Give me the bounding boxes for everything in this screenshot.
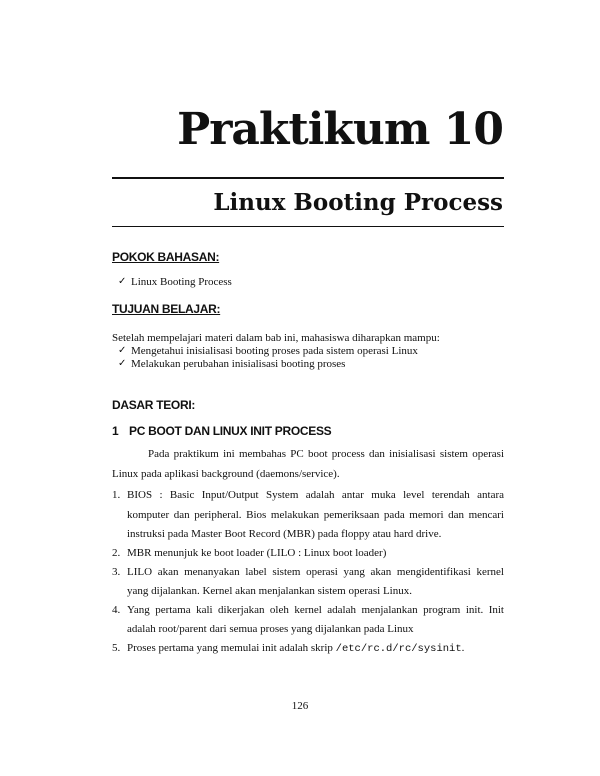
section-number: 1: [112, 424, 119, 438]
list-number: 4.: [112, 604, 121, 616]
section-title: PC BOOT DAN LINUX INIT PROCESS: [129, 424, 332, 438]
list-number: 5.: [112, 642, 121, 654]
tujuan-belajar-item: Melakukan perubahan inisialisasi booting proses: [131, 358, 346, 370]
list-item-line: [127, 638, 504, 659]
list-item-end: .: [461, 642, 465, 654]
pokok-bahasan-heading: POKOK BAHASAN:: [112, 250, 220, 264]
list-item-line: MBR menunjuk ke boot loader (LILO : Linux boot loader): [127, 547, 387, 559]
code-path: /etc/rc.d/rc/sysinit: [335, 643, 462, 655]
title-rule: [112, 177, 504, 179]
list-item-line: Yang pertama kali dikerjakan oleh kernel adalah menjalankan program init. Init: [127, 604, 504, 616]
list-item-line: instruksi pada Master Boot Record (MBR) pada floppy atau hard drive.: [127, 528, 442, 540]
subtitle-rule: [112, 226, 504, 227]
tujuan-belajar-heading: TUJUAN BELAJAR:: [112, 302, 221, 316]
list-number: 2.: [112, 547, 121, 559]
list-item-line: LILO akan menanyakan label sistem operasi yang akan mengidentifikasi kernel: [127, 566, 504, 578]
list-item-line: komputer dan peripheral. Bios melakukan pemeriksaan pada memori dan mencari: [127, 509, 504, 521]
page-number: 126: [291, 700, 309, 712]
chapter-subtitle: Linux Booting Process: [213, 189, 503, 216]
intro-paragraph-line: Pada praktikum ini membahas PC boot process dan inisialisasi sistem operasi: [148, 448, 504, 460]
tujuan-belajar-intro: Setelah mempelajari materi dalam bab ini, mahasiswa diharapkan mampu:: [112, 332, 440, 344]
list-item-line: adalah root/parent dari semua proses yang dijalankan pada Linux: [127, 623, 414, 635]
list-item-text: Proses pertama yang memulai init adalah skrip: [127, 642, 336, 654]
check-icon: ✓: [118, 358, 127, 369]
pokok-bahasan-item: Linux Booting Process: [131, 276, 232, 288]
intro-paragraph-line: Linux pada aplikasi background (daemons/service).: [112, 468, 340, 480]
tujuan-belajar-item: Mengetahui inisialisasi booting proses pada sistem operasi Linux: [131, 345, 418, 357]
dasar-teori-heading: DASAR TEORI:: [112, 398, 196, 412]
list-number: 1.: [112, 489, 121, 501]
check-icon: ✓: [118, 276, 127, 287]
list-item-line: BIOS : Basic Input/Output System adalah antar muka level terendah antara: [127, 489, 504, 501]
list-number: 3.: [112, 566, 121, 578]
check-icon: ✓: [118, 345, 127, 356]
list-item-line: yang dijalankan. Kernel akan menjalankan sistem operasi Linux.: [127, 585, 412, 597]
chapter-title: Praktikum 10: [177, 104, 503, 155]
